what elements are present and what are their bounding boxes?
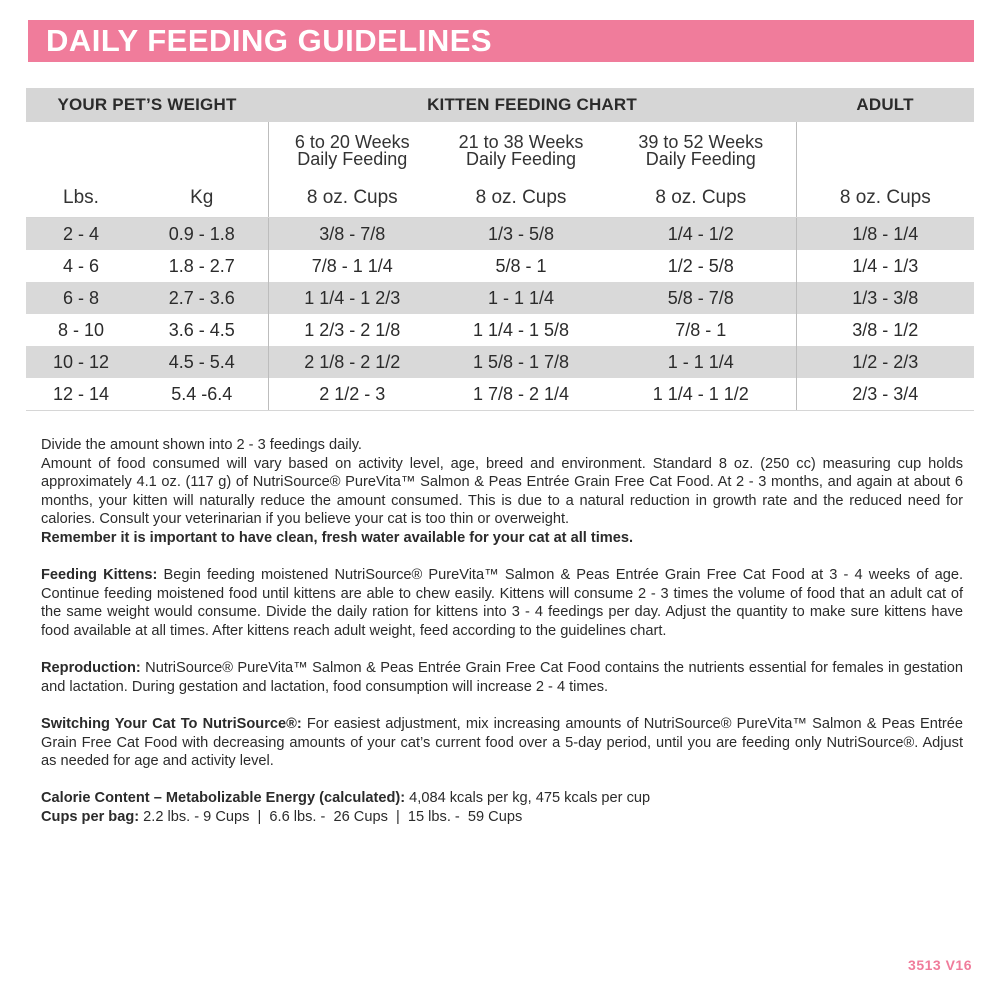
adult-cell: 1/2 - 2/3 bbox=[796, 346, 974, 378]
kitten-21-38-cell: 1 7/8 - 2 1/4 bbox=[436, 378, 606, 411]
cups-unit: 8 oz. Cups bbox=[436, 179, 606, 218]
empty-cell bbox=[796, 122, 974, 179]
kg-cell: 1.8 - 2.7 bbox=[136, 250, 268, 282]
table-row bbox=[26, 378, 974, 411]
table-row bbox=[26, 218, 974, 251]
kittens-label: Feeding Kittens: bbox=[41, 567, 158, 584]
water-note bbox=[41, 529, 963, 548]
cups-per-bag-note bbox=[41, 808, 963, 827]
lbs-cell: 4 - 6 bbox=[62, 255, 100, 276]
lbs-cell: 8 - 10 bbox=[57, 319, 105, 340]
table-row bbox=[26, 250, 974, 282]
reproduction-note bbox=[41, 659, 963, 696]
kitten-39-52-cell: 1/2 - 5/8 bbox=[667, 255, 734, 276]
kitten-6-20-cell: 3/8 - 7/8 bbox=[268, 218, 436, 251]
table-row bbox=[26, 282, 974, 314]
kg-cell: 3.6 - 4.5 bbox=[136, 314, 268, 346]
lbs-cell: 10 - 12 bbox=[26, 346, 136, 378]
adult-cell: 1/3 - 3/8 bbox=[796, 282, 974, 314]
kitten-21-38-cell: 5/8 - 1 bbox=[495, 255, 547, 276]
kitten-21-38-cell: 1 1/4 - 1 5/8 bbox=[472, 319, 570, 340]
kg-cell: 2.7 - 3.6 bbox=[136, 282, 268, 314]
age-group-cell bbox=[268, 122, 436, 179]
lbs-cell: 2 - 4 bbox=[26, 218, 136, 251]
cups-per-bag-text: 2.2 lbs. - 9 Cups | 6.6 lbs. - 26 Cups | 15 lbs. - 59 Cups bbox=[139, 808, 523, 825]
switching-note bbox=[41, 715, 963, 771]
lbs-cell: 12 - 14 bbox=[26, 378, 136, 411]
kittens-text: Begin feeding moistened NutriSource® PureVita™ Salmon & Peas Entrée Grain Free Cat Food at 3 - 4 weeks of age. Continue feeding moistened food until kittens are able to chew easily. Kittens will consume 2 - 3 times the volume of food that an adult cat of the same weight would consume. Divide the daily ration for kittens into 3 - 4 feedings per day. Adjust the quantity to make sure kittens have food available at all times. After kittens reach adult weight, feed according to the guidelines chart. bbox=[41, 567, 963, 639]
table-row bbox=[26, 346, 974, 378]
adult-cell: 2/3 - 3/4 bbox=[796, 378, 974, 411]
water-note-text: Remember it is important to have clean, fresh water available for your cat at all times. bbox=[41, 529, 634, 546]
reproduction-text: NutriSource® PureVita™ Salmon & Peas Entrée Grain Free Cat Food contains the nutrients essential for females in gestation and lactation. During gestation and lactation, food consumption will increase 2 - 4 times. bbox=[41, 660, 963, 695]
kg-cell: 4.5 - 5.4 bbox=[136, 346, 268, 378]
calorie-label: Calorie Content – Metabolizable Energy (calculated): bbox=[41, 790, 406, 807]
calorie-note bbox=[41, 789, 963, 808]
lbs-cell: 6 - 8 bbox=[26, 282, 136, 314]
age-range: 6 to 20 Weeks bbox=[294, 131, 410, 152]
kitten-39-52-cell: 1 - 1 1/4 bbox=[606, 346, 796, 378]
switching-text: For easiest adjustment, mix increasing amounts of NutriSource® PureVita™ Salmon & Peas Entrée Grain Free Cat Food with decreasing amounts of your cat’s current food over a 5-day period, until you are feeding only NutriSource®. Adjust as needed for age and activity level. bbox=[41, 715, 963, 770]
feeding-chart-table bbox=[26, 88, 974, 411]
kitten-chart-header: KITTEN FEEDING CHART bbox=[268, 88, 796, 122]
age-feeding-label: Daily Feeding bbox=[645, 148, 756, 169]
kitten-39-52-cell: 7/8 - 1 bbox=[675, 319, 727, 340]
divide-note: Divide the amount shown into 2 - 3 feedings daily. bbox=[41, 437, 362, 453]
adult-cell: 1/8 - 1/4 bbox=[796, 218, 974, 251]
adult-cell: 1/4 - 1/3 bbox=[796, 250, 974, 282]
reproduction-label: Reproduction: bbox=[41, 660, 141, 677]
age-feeding-label: Daily Feeding bbox=[465, 148, 577, 169]
calorie-text: 4,084 kcals per kg, 475 kcals per cup bbox=[405, 790, 651, 807]
kitten-39-52-cell: 1 1/4 - 1 1/2 bbox=[606, 378, 796, 411]
age-feeding-label: Daily Feeding bbox=[297, 148, 408, 169]
table-header-row bbox=[26, 88, 974, 122]
kittens-note bbox=[41, 566, 963, 640]
amount-note: Amount of food consumed will vary based on activity level, age, breed and environment. Standard 8 oz. (250 cc) measuring cup holds approximately 4.1 oz. (117 g) of NutriSource® PureVita™ Salmon & Peas Entrée Grain Free Cat Food. At 2 - 3 months, and again at about 6 months, your kitten will naturally reduce the amount consumed. This is due to a natural reduction in growth rate and the reduced need for calories. Consult your veterinarian if you believe your cat is too thin or overweight. bbox=[41, 455, 963, 528]
cups-unit: 8 oz. Cups bbox=[268, 179, 436, 218]
kitten-21-38-cell: 1 - 1 1/4 bbox=[436, 282, 606, 314]
kg-cell: 5.4 -6.4 bbox=[136, 378, 268, 411]
feeding-notes bbox=[41, 436, 963, 826]
cups-per-bag-label: Cups per bag: bbox=[41, 808, 140, 825]
kg-cell: 0.9 - 1.8 bbox=[136, 218, 268, 251]
switching-label: Switching Your Cat To NutriSource®: bbox=[41, 715, 302, 732]
cups-unit: 8 oz. Cups bbox=[796, 179, 974, 218]
kitten-21-38-cell: 1/3 - 5/8 bbox=[436, 218, 606, 251]
title-banner bbox=[28, 20, 974, 62]
weight-header: YOUR PET’S WEIGHT bbox=[26, 88, 268, 122]
age-group-cell bbox=[606, 122, 796, 179]
kitten-6-20-cell: 1 1/4 - 1 2/3 bbox=[268, 282, 436, 314]
age-range: 21 to 38 Weeks bbox=[458, 131, 584, 152]
kitten-39-52-cell: 5/8 - 7/8 bbox=[606, 282, 796, 314]
age-group-cell bbox=[436, 122, 606, 179]
kg-unit: Kg bbox=[136, 179, 268, 218]
lbs-unit: Lbs. bbox=[26, 179, 136, 218]
cups-unit: 8 oz. Cups bbox=[606, 179, 796, 218]
kitten-6-20-cell: 7/8 - 1 1/4 bbox=[311, 255, 393, 276]
age-group-row bbox=[26, 122, 974, 179]
table-row bbox=[26, 314, 974, 346]
adult-header: ADULT bbox=[796, 88, 974, 122]
kitten-21-38-cell: 1 5/8 - 1 7/8 bbox=[436, 346, 606, 378]
kitten-39-52-cell: 1/4 - 1/2 bbox=[606, 218, 796, 251]
page-title: DAILY FEEDING GUIDELINES bbox=[46, 23, 493, 58]
kitten-6-20-cell: 2 1/8 - 2 1/2 bbox=[268, 346, 436, 378]
age-range: 39 to 52 Weeks bbox=[638, 131, 764, 152]
version-code: 3513 V16 bbox=[908, 957, 972, 973]
adult-cell: 3/8 - 1/2 bbox=[796, 314, 974, 346]
unit-row bbox=[26, 179, 974, 218]
kitten-6-20-cell: 1 2/3 - 2 1/8 bbox=[304, 319, 401, 340]
empty-cell bbox=[26, 122, 268, 179]
kitten-6-20-cell: 2 1/2 - 3 bbox=[268, 378, 436, 411]
